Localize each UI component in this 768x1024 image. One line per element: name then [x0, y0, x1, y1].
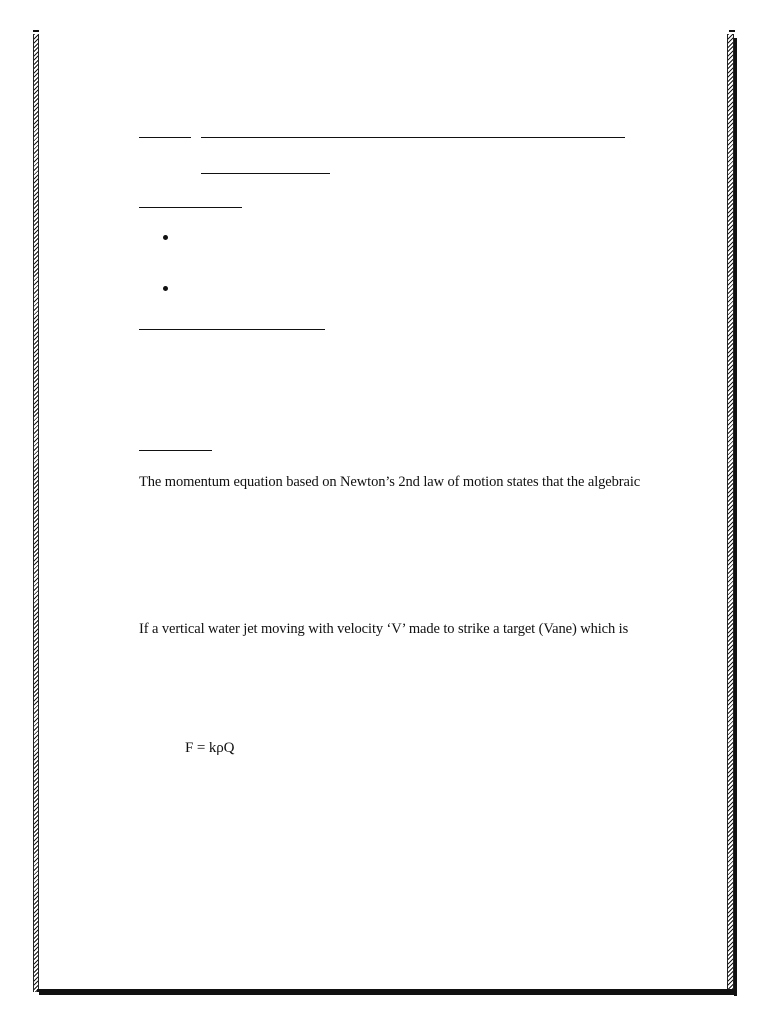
bullet-point	[163, 235, 168, 240]
page-border-shadow-bottom	[39, 992, 737, 995]
section-heading-rule-objective	[139, 207, 242, 208]
page-border-frame	[33, 34, 737, 996]
heading-label-rule	[139, 137, 191, 138]
section-heading-rule-theory	[139, 450, 212, 451]
heading-title-rule	[201, 137, 625, 138]
paragraph-momentum-equation: The momentum equation based on Newton’s 2nd law of motion states that the algebraic	[139, 474, 641, 490]
page-border-shadow-right	[734, 38, 737, 996]
paragraph-water-jet: If a vertical water jet moving with velocity ‘V’ made to strike a target (Vane) which is	[139, 621, 629, 637]
page-border-right	[727, 34, 734, 992]
page-border-left	[33, 34, 39, 992]
section-heading-rule-apparatus	[139, 329, 325, 330]
formula-force: F = kρQ	[185, 740, 235, 756]
bullet-point	[163, 286, 168, 291]
heading-title-rule-second-line	[201, 173, 330, 174]
